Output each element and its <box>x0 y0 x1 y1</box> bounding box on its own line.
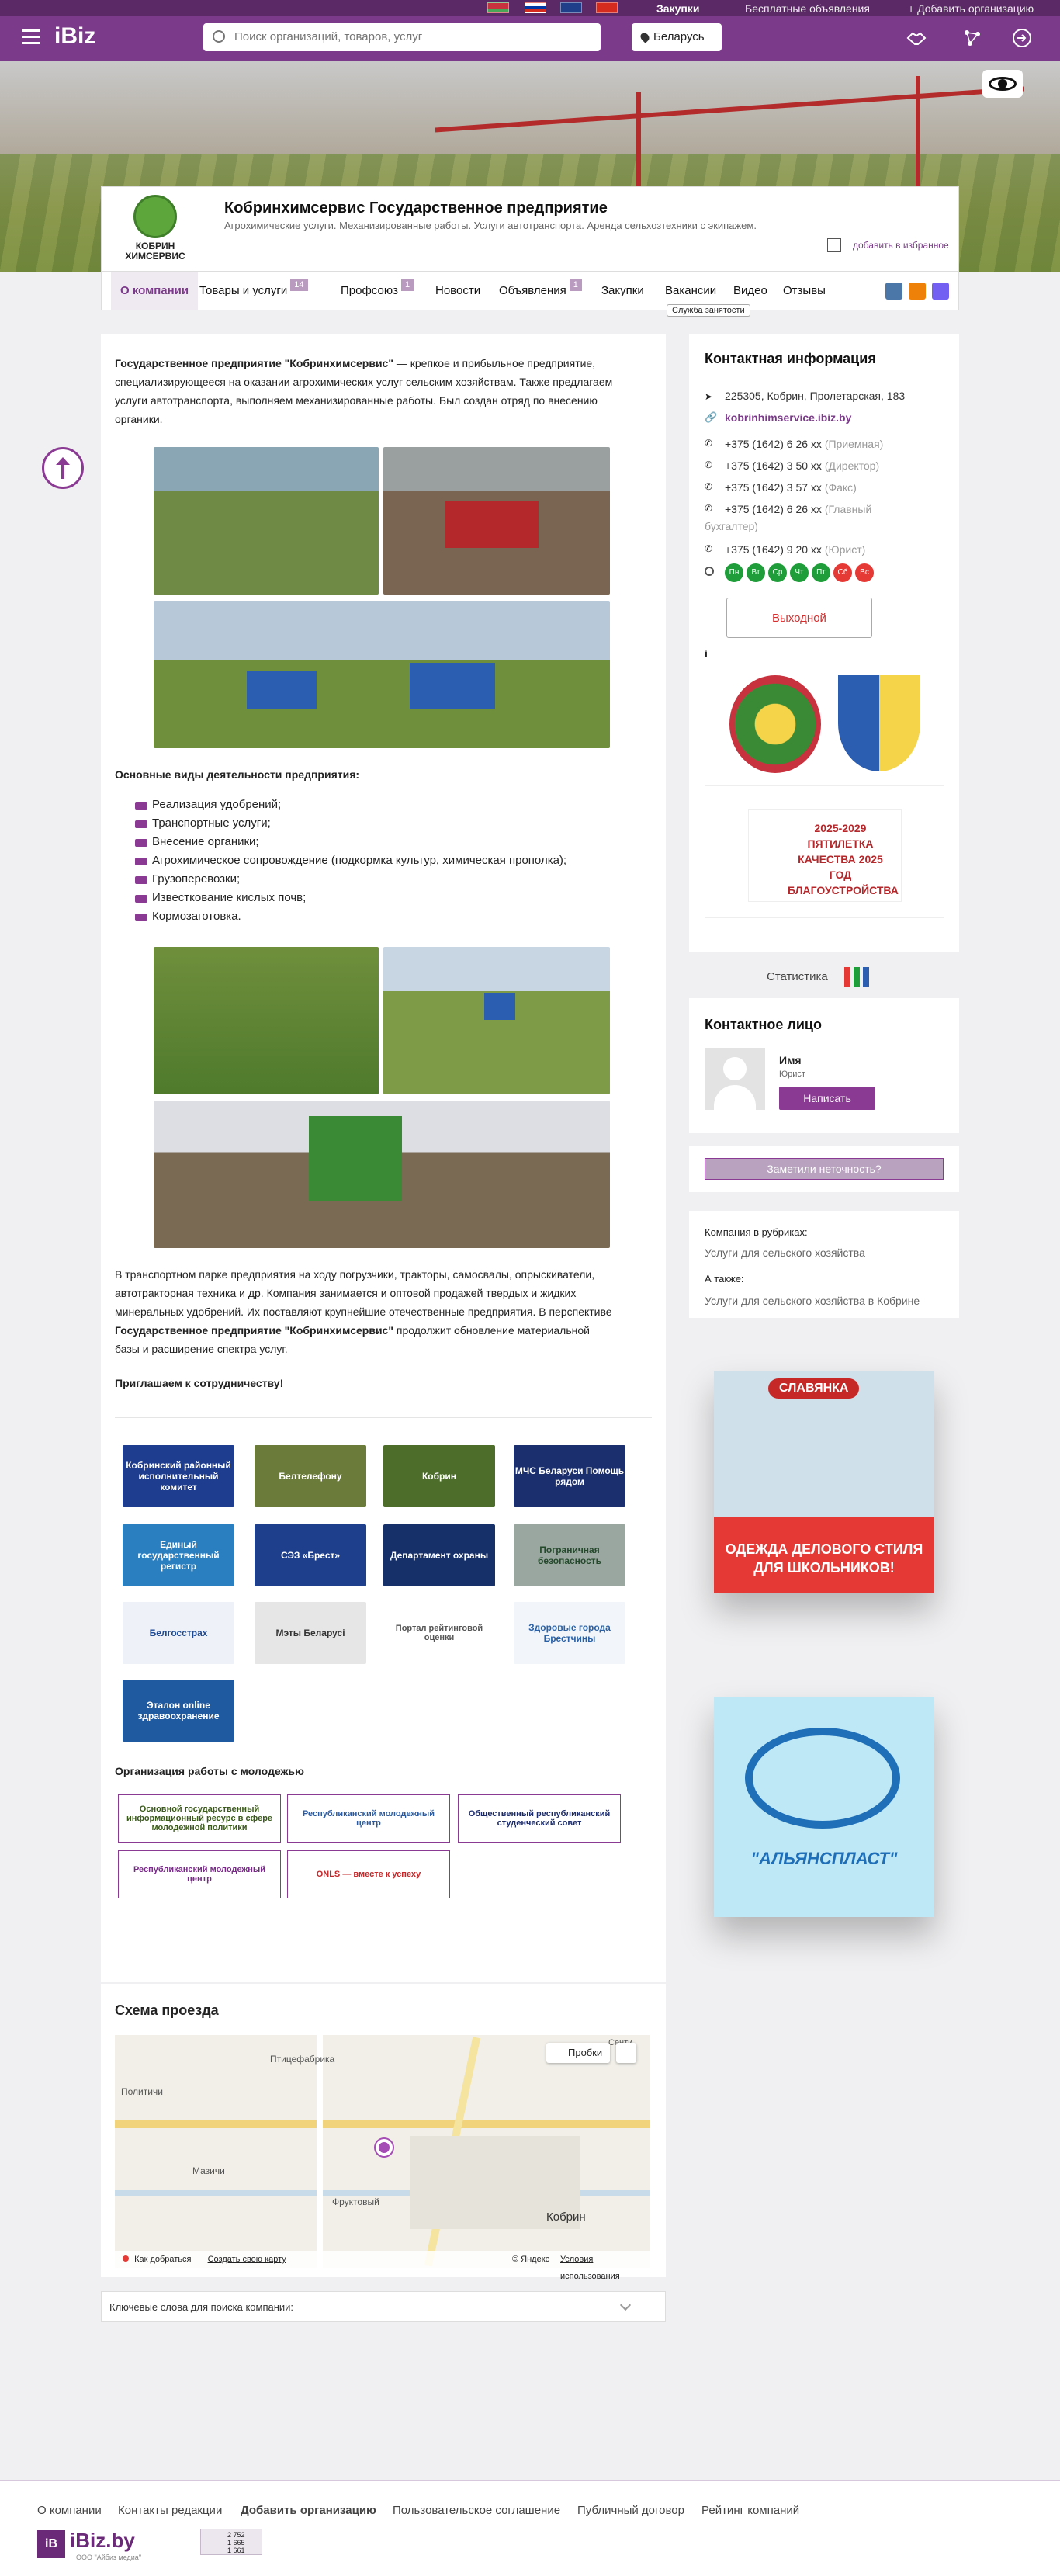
activity-item: Грузоперевозки; <box>152 872 241 886</box>
activity-item: Кормозаготовка. <box>152 910 241 923</box>
counter-value: 2 752 <box>227 2531 245 2539</box>
phone-icon: ✆ <box>705 503 713 514</box>
viber-icon[interactable] <box>932 283 949 300</box>
flag-by-icon[interactable] <box>487 2 509 13</box>
photo-blue-tractor-field[interactable] <box>383 947 610 1094</box>
day-sat: Сб <box>833 563 852 582</box>
yandex-map[interactable] <box>115 2035 650 2281</box>
map-label: Фруктовый <box>332 2196 379 2207</box>
partner-logo[interactable]: Здоровые города Брестчины <box>514 1602 625 1664</box>
union-count-badge: 1 <box>401 279 414 291</box>
activity-item: Внесение органики; <box>152 835 259 848</box>
route-link[interactable]: Как добраться <box>134 2255 192 2264</box>
country-select[interactable]: Беларусь <box>632 23 722 51</box>
rubric-link[interactable]: Услуги для сельского хозяйства <box>705 1246 865 1259</box>
search-icon[interactable] <box>213 30 225 43</box>
activity-item: Транспортные услуги; <box>152 816 271 830</box>
eye-icon[interactable] <box>982 70 1023 98</box>
map-terms-link[interactable]: Условия использования <box>560 2255 620 2281</box>
youth-logo[interactable]: Республиканский молодежный центр <box>118 1850 281 1898</box>
flag-ru-icon[interactable] <box>525 2 546 13</box>
contacts-panel <box>689 334 959 952</box>
network-icon[interactable] <box>962 28 982 48</box>
contact-person-title: Контактное лицо <box>705 1017 822 1032</box>
partner-logo[interactable]: Департамент охраны <box>383 1524 495 1586</box>
tab-about[interactable]: О компании <box>111 272 198 310</box>
write-button[interactable]: Написать <box>779 1087 875 1110</box>
header <box>0 16 1060 61</box>
footer-link-terms[interactable]: Пользовательское соглашение <box>393 2504 561 2517</box>
purchases-link[interactable]: Закупки <box>656 2 700 15</box>
map-copyright: © Яндекс <box>512 2255 550 2264</box>
main-content <box>101 334 666 1982</box>
footer-logo-sub: ООО "Айбиз медиа" <box>76 2553 142 2561</box>
fullscreen-icon[interactable] <box>616 2043 636 2063</box>
footer-link-contacts[interactable]: Контакты редакции <box>118 2504 223 2517</box>
phone-reception[interactable]: +375 (1642) 6 26 xx (Приемная) <box>725 438 884 450</box>
map-footer <box>115 2251 650 2281</box>
map-title: Схема проезда <box>115 2002 219 2018</box>
person-role: Юрист <box>779 1070 805 1079</box>
free-ads-link[interactable]: Бесплатные объявления <box>745 2 870 15</box>
tab-purchases[interactable]: Закупки <box>601 284 644 297</box>
slavyanka-logo: СЛАВЯНКА <box>768 1378 859 1399</box>
photo-red-tractor[interactable] <box>383 447 610 595</box>
handshake-icon[interactable] <box>906 28 927 48</box>
favorite-label[interactable]: добавить в избранное <box>853 240 949 251</box>
coat-of-arms-kobrin[interactable] <box>838 675 920 771</box>
ok-icon[interactable] <box>909 283 926 300</box>
map-label: Мазичи <box>192 2165 225 2176</box>
partner-logo[interactable]: Белгосстрах <box>123 1602 234 1664</box>
footer-link-add-org[interactable]: Добавить организацию <box>241 2504 376 2517</box>
link-icon: 🔗 <box>705 411 718 423</box>
youth-logo[interactable]: Основной государственный информационный ресурс в сфере молодежной политики <box>118 1794 281 1843</box>
phone-accountant-note: бухгалтер) <box>705 520 758 532</box>
site-logo[interactable]: iBiz <box>54 23 96 49</box>
company-logo-text: КОБРИН ХИМСЕРВИС <box>125 241 185 262</box>
day-fri: Пт <box>812 563 830 582</box>
photo-blue-tractors[interactable] <box>154 601 610 748</box>
partner-logo[interactable]: Единый государственный регистр <box>123 1524 234 1586</box>
phone-icon: ✆ <box>705 543 713 554</box>
person-name: Имя <box>779 1054 802 1066</box>
flag-cn-icon[interactable] <box>596 2 618 13</box>
keywords-accordion[interactable] <box>101 2291 666 2322</box>
statistics-link[interactable] <box>767 966 891 989</box>
day-off-popup: Выходной <box>726 598 872 638</box>
search-box <box>203 23 601 51</box>
divider <box>705 785 944 786</box>
tab-bar <box>101 272 959 315</box>
site-link[interactable]: kobrinhimservice.ibiz.by <box>725 411 852 424</box>
flag-uk-icon[interactable] <box>560 2 582 13</box>
visit-counter[interactable] <box>200 2529 262 2555</box>
footer <box>0 2480 1060 2576</box>
activity-item: Агрохимическое сопровождение (подкормка культур, химическая прополка); <box>152 854 567 867</box>
clock-icon <box>705 567 714 576</box>
youth-logo[interactable]: ONLS — вместе к успеху <box>287 1850 450 1898</box>
photo-sprayer[interactable] <box>154 947 379 1094</box>
plus-icon: + <box>908 2 918 15</box>
phone-director[interactable]: +375 (1642) 3 50 xx (Директор) <box>725 459 880 472</box>
tab-video[interactable]: Видео <box>733 284 767 297</box>
tab-union[interactable]: Профсоюз 1 <box>331 272 423 310</box>
company-logo <box>113 195 198 265</box>
footer-link-contract[interactable]: Публичный договор <box>577 2504 684 2517</box>
footer-link-about[interactable]: О компании <box>37 2504 102 2517</box>
map-marker-icon[interactable] <box>376 2139 393 2156</box>
park-paragraph: В транспортном парке предприятия на ходу погрузчики, тракторы, самосвалы, опрыскиватели, автотракторная техника и др. Компания занимается и оптовой продажей твердых и жидких минеральных удобрений. Их поставляют крупнейшие отечественные предприятия. В перспективе Государственное предприятие "Кобринхимсервис" продолжит обновление материальной базы и расширение спектра услуг. <box>115 1268 612 1355</box>
also-label: А также: <box>705 1273 744 1285</box>
keywords-label: Ключевые слова для поиска компании: <box>109 2301 294 2313</box>
contacts-title: Контактная информация <box>705 351 876 366</box>
activity-item: Реализация удобрений; <box>152 798 282 811</box>
day-tue: Вт <box>747 563 765 582</box>
coat-of-arms-belarus[interactable] <box>729 675 821 773</box>
rubrics-label: Компания в рубриках: <box>705 1226 808 1238</box>
add-org-label: Добавить организацию <box>917 2 1034 15</box>
quality-year-banner[interactable]: 2025-2029 ПЯТИЛЕТКА КАЧЕСТВА 2025 ГОД БЛАГОУСТРОЙСТВА <box>748 809 902 902</box>
report-error-button[interactable]: Заметили неточность? <box>705 1158 944 1180</box>
bar-chart-icon <box>844 967 878 987</box>
rubrics-panel <box>689 1211 959 1318</box>
partner-logo[interactable]: МЧС Беларуси Помощь рядом <box>514 1445 625 1507</box>
company-title: Кобринхимсервис Государственное предприятие <box>224 199 608 217</box>
invite-text: Приглашаем к сотрудничеству! <box>115 1377 284 1389</box>
partner-logo[interactable]: Кобринский районный исполнительный комитет <box>123 1445 234 1507</box>
location-icon: ➤ <box>705 391 713 402</box>
contact-person-panel <box>689 998 959 1133</box>
vacancy-tooltip: Служба занятости <box>667 304 750 317</box>
youth-logo[interactable]: Общественный республиканский студенческий совет <box>458 1794 621 1843</box>
chevron-down-icon <box>620 2300 631 2311</box>
partner-logo[interactable]: Кобрин <box>383 1445 495 1507</box>
tab-vacancies[interactable]: Вакансии <box>665 284 717 297</box>
create-map-link[interactable]: Создать свою карту <box>207 2255 286 2264</box>
activities-title: Основные виды деятельности предприятия: <box>115 768 360 781</box>
counter-value: 1 665 <box>227 2539 245 2547</box>
statistics-label: Статистика <box>767 970 828 983</box>
avatar <box>705 1048 765 1110</box>
ad-slavyanka[interactable] <box>714 1371 934 1593</box>
work-days <box>725 563 880 582</box>
search-input[interactable] <box>233 23 598 50</box>
counter-value: 1 661 <box>227 2547 245 2554</box>
add-org-link[interactable] <box>908 2 1034 15</box>
top-strip <box>0 0 1060 16</box>
map-section <box>101 1984 666 2281</box>
map-label: Политичи <box>121 2086 163 2097</box>
menu-icon[interactable] <box>22 29 40 45</box>
tab-news[interactable]: Новости <box>435 284 481 297</box>
company-subtitle: Агрохимические услуги. Механизированные работы. Услуги автотранспорта. Аренда сельхозтехники с экипажем. <box>224 220 757 231</box>
day-wed: Ср <box>768 563 787 582</box>
day-thu: Чт <box>790 563 809 582</box>
youth-logo[interactable]: Республиканский молодежный центр <box>287 1794 450 1843</box>
scroll-up-button[interactable] <box>42 447 84 489</box>
login-icon[interactable] <box>1012 28 1032 48</box>
map-label: Птицефабрика <box>270 2054 335 2065</box>
phone-lawyer[interactable]: +375 (1642) 9 20 xx (Юрист) <box>725 543 866 556</box>
tab-products[interactable]: Товары и услуги 14 <box>190 272 317 310</box>
photo-green-spreader[interactable] <box>154 1101 610 1248</box>
favorite-checkbox[interactable] <box>827 238 841 252</box>
alyansplast-logo-icon <box>745 1728 900 1829</box>
route-pin-icon <box>123 2255 129 2262</box>
info-icon: i <box>705 647 708 660</box>
youth-title: Организация работы с молодежью <box>115 1765 304 1777</box>
day-mon: Пн <box>725 563 743 582</box>
rubric-link-local[interactable]: Услуги для сельского хозяйства в Кобрине <box>705 1295 920 1307</box>
ad-alyansplast[interactable] <box>714 1697 934 1917</box>
ads-count-badge: 1 <box>570 279 582 291</box>
alyansplast-name: "АЛЬЯНСПЛАСТ" <box>750 1849 898 1868</box>
address: 225305, Кобрин, Пролетарская, 183 <box>725 390 906 402</box>
company-card <box>101 186 959 272</box>
divider <box>115 1417 652 1418</box>
footer-logo[interactable]: iBiz.by <box>70 2529 135 2552</box>
tab-reviews[interactable]: Отзывы <box>783 284 826 297</box>
activity-item: Известкование кислых почв; <box>152 891 307 904</box>
partner-logo[interactable]: Мэты Беларусі <box>255 1602 366 1664</box>
phone-fax[interactable]: +375 (1642) 3 57 xx (Факс) <box>725 481 857 494</box>
partner-logo[interactable]: Белтелефону <box>255 1445 366 1507</box>
footer-logo-icon: iB <box>37 2530 65 2558</box>
vk-icon[interactable] <box>885 283 902 300</box>
photo-tractor-field[interactable] <box>154 447 379 595</box>
slavyanka-slogan: ОДЕЖДА ДЕЛОВОГО СТИЛЯ ДЛЯ ШКОЛЬНИКОВ! <box>725 1541 923 1576</box>
traffic-button[interactable]: Пробки <box>546 2043 610 2063</box>
phone-icon: ✆ <box>705 481 713 492</box>
report-error-panel <box>689 1146 959 1192</box>
footer-link-rating[interactable]: Рейтинг компаний <box>701 2504 800 2517</box>
partner-logo[interactable]: Эталон online здравоохранение <box>123 1680 234 1742</box>
phone-accountant[interactable]: +375 (1642) 6 26 xx (Главный <box>725 503 872 515</box>
day-sun: Вс <box>855 563 874 582</box>
partner-logo[interactable]: СЭЗ «Брест» <box>255 1524 366 1586</box>
about-intro: Государственное предприятие "Кобринхимсервис" — крепкое и прибыльное предприятие, специализирующееся на оказании агрохимических услуг сельским хозяйствам. Также предлагаем услуги автотранспорта, выполняем механизированные работы. Был создан отряд по внесению органики. <box>115 357 613 425</box>
divider <box>705 917 944 918</box>
map-label: Кобрин <box>546 2210 586 2224</box>
phone-icon: ✆ <box>705 459 713 470</box>
partner-logo[interactable]: Пограничная безопасность <box>514 1524 625 1586</box>
products-count-badge: 14 <box>290 279 307 291</box>
phone-icon: ✆ <box>705 438 713 449</box>
tab-ads[interactable]: Объявления 1 <box>490 272 591 310</box>
partner-logo[interactable]: Портал рейтинговой оценки <box>383 1602 495 1664</box>
